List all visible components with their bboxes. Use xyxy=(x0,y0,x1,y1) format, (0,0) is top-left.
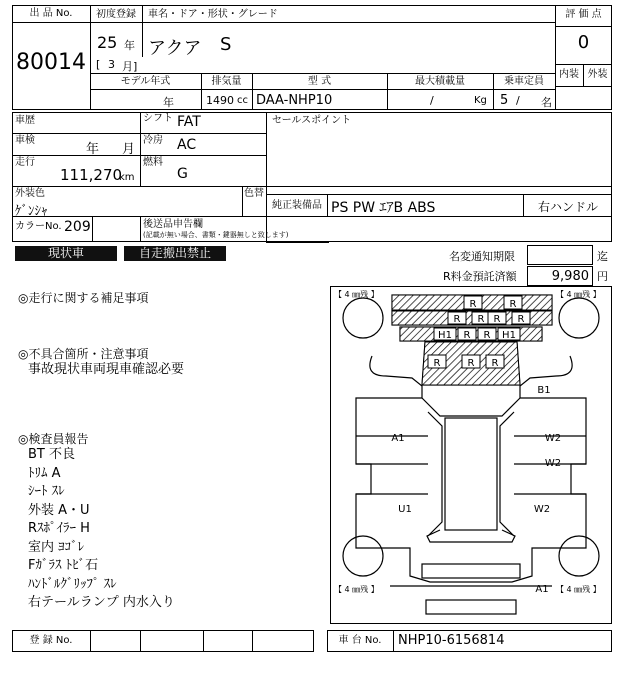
model-year-unit: 年 xyxy=(163,96,174,109)
damage-mark: R xyxy=(433,358,441,369)
damage-mark: R xyxy=(469,299,477,310)
displacement-label: 排気量 xyxy=(211,76,242,87)
tire-rear-right-icon xyxy=(559,536,599,576)
capacity-label: 乗車定員 xyxy=(504,76,544,87)
inspection-label: 車検 xyxy=(15,135,35,146)
divider xyxy=(266,216,612,217)
driving-notes-title: ◎走行に関する補足事項 xyxy=(18,291,149,305)
divider xyxy=(90,630,91,652)
capacity-value: 5 xyxy=(500,93,509,108)
inspector-item: 室内 ﾖｺﾞﾚ xyxy=(28,539,85,555)
inspection-year-unit: 年 xyxy=(86,142,100,157)
reg-year: 25 xyxy=(97,33,118,52)
divider xyxy=(203,630,204,652)
name-change-label: 名変通知期限 xyxy=(449,250,515,263)
first-reg-label: 初度登録 xyxy=(96,9,136,20)
divider xyxy=(142,5,143,57)
divider xyxy=(555,26,612,27)
damage-mark: R xyxy=(453,314,461,325)
divider xyxy=(90,22,555,23)
damage-mark: A1 xyxy=(535,584,549,595)
damage-mark: R xyxy=(491,358,499,369)
sales-point-label: セールスポイント xyxy=(272,115,352,126)
divider xyxy=(266,112,267,242)
divider xyxy=(242,186,243,216)
inspector-item: Fｶﾞﾗｽ ﾄﾋﾞ石 xyxy=(28,558,99,573)
shift-label: シフト xyxy=(143,113,173,124)
ac-label: 冷房 xyxy=(143,135,163,146)
aftermarket-note: (記載が無い場合、書類・鍵器無しと致します) xyxy=(143,231,289,239)
aftermarket-label: 後送品申告欄 xyxy=(143,219,203,230)
defect-notes-title: ◎不具合箇所・注意事項 xyxy=(18,347,149,361)
equipment-label: 純正装備品 xyxy=(272,200,322,211)
color-no-value: 209 xyxy=(64,219,91,235)
exterior-color-label: 外装色 xyxy=(15,188,45,199)
score-label: 評 価 点 xyxy=(565,9,602,20)
tire-rear-left-icon xyxy=(343,536,383,576)
tire-front-left-icon xyxy=(343,298,383,338)
displacement-unit: cc xyxy=(237,95,248,106)
shift-value: FAT xyxy=(177,114,201,130)
divider xyxy=(12,133,266,134)
damage-mark: R xyxy=(517,314,525,325)
fuel-value: G xyxy=(177,166,188,182)
tire-depth-label: 【 4 ㎜残 】 xyxy=(556,585,601,594)
divider xyxy=(140,112,141,186)
exterior-label: 外装 xyxy=(587,69,608,80)
history-label: 車歴 xyxy=(15,115,35,126)
mileage-value: 111,270 xyxy=(60,166,123,184)
recycle-amount: 9,980 xyxy=(551,269,589,284)
type-value: DAA-NHP10 xyxy=(256,93,333,108)
name-change-box xyxy=(527,245,593,265)
damage-mark: U1 xyxy=(398,504,412,515)
capacity-unit: 名 xyxy=(541,96,552,109)
lot-number: 80014 xyxy=(16,50,86,75)
damage-mark: R xyxy=(483,330,491,341)
divider xyxy=(92,216,93,242)
mileage-unit: km xyxy=(119,172,135,183)
chassis-number: NHP10-6156814 xyxy=(398,633,505,648)
damage-mark: R xyxy=(493,314,501,325)
max-load-sep: / xyxy=(430,94,434,107)
tire-depth-label: 【 4 ㎜残 】 xyxy=(556,290,601,299)
name-change-unit: 迄 xyxy=(597,250,608,263)
recycle-label: R料金預託済額 xyxy=(443,270,517,283)
divider xyxy=(90,89,555,90)
divider xyxy=(252,630,253,652)
tire-front-right-icon xyxy=(559,298,599,338)
inspector-item: ﾄﾘﾑ A xyxy=(28,465,61,481)
divider xyxy=(266,242,329,243)
equipment-value: PS PW ｴｱB ABS xyxy=(331,200,436,216)
ac-value: AC xyxy=(177,137,197,153)
type-label: 型 式 xyxy=(307,76,332,87)
reg-month: 3 xyxy=(108,58,115,71)
capacity-sep: / xyxy=(516,94,520,107)
recycle-unit: 円 xyxy=(597,270,608,283)
divider xyxy=(12,186,612,187)
damage-mark: H1 xyxy=(438,330,452,341)
divider xyxy=(555,86,612,87)
reg-year-unit: 年 xyxy=(124,39,135,52)
car-damage-diagram xyxy=(330,286,612,624)
divider xyxy=(12,155,266,156)
mileage-label: 走行 xyxy=(15,157,35,168)
displacement-value: 1490 xyxy=(206,94,234,107)
max-load-label: 最大積載量 xyxy=(415,76,465,87)
damage-mark: W2 xyxy=(544,433,562,444)
divider xyxy=(12,216,266,217)
damage-mark: R xyxy=(477,314,485,325)
lot-label: 出 品 No. xyxy=(29,8,73,19)
divider xyxy=(266,194,612,195)
inspector-item: ﾊﾝﾄﾞﾙｸﾞﾘｯﾌﾟ ｽﾚ xyxy=(28,576,117,592)
damage-mark: A1 xyxy=(391,433,405,444)
defect-notes-text: 事故現状車両現車確認必要 xyxy=(28,362,185,377)
damage-mark: H1 xyxy=(502,330,516,341)
divider xyxy=(12,22,90,23)
no-self-drive-badge: 自走搬出禁止 xyxy=(124,246,226,261)
max-load-unit: Kg xyxy=(474,95,487,106)
car-grade: S xyxy=(220,34,232,55)
car-name: アクア xyxy=(148,38,202,59)
current-car-badge: 現状車 xyxy=(15,246,117,261)
color-no-label: カラーNo. xyxy=(15,221,62,232)
tire-depth-label: 【 4 ㎜残 】 xyxy=(334,585,379,594)
damage-mark: W2 xyxy=(533,504,551,515)
reg-no-label: 登 録 No. xyxy=(29,635,73,646)
divider xyxy=(140,630,141,652)
steering-value: 右ハンドル xyxy=(537,200,598,214)
fuel-label: 燃料 xyxy=(143,157,163,168)
damage-mark: R xyxy=(463,330,471,341)
inspector-item: 外装 A・U xyxy=(28,502,90,518)
exterior-color-value: ｹﾞﾝｼｬ xyxy=(15,204,48,219)
inspector-report-list xyxy=(28,447,175,614)
divider xyxy=(90,73,555,74)
chassis-label: 車 台 No. xyxy=(338,635,382,646)
score-value: 0 xyxy=(577,32,590,53)
damage-mark: R xyxy=(509,299,517,310)
model-year-label: モデル年式 xyxy=(120,76,171,87)
divider xyxy=(140,216,141,242)
divider xyxy=(393,630,394,652)
damage-mark: R xyxy=(467,358,475,369)
inspector-item: ｼｰﾄ ｽﾚ xyxy=(28,484,65,499)
damage-mark: W2 xyxy=(544,458,562,469)
color-change-label: 色替 xyxy=(244,188,264,199)
damage-mark: B1 xyxy=(537,385,551,396)
tire-depth-label: 【 4 ㎜残 】 xyxy=(334,290,379,299)
interior-label: 内装 xyxy=(559,69,579,80)
divider xyxy=(327,194,328,216)
inspection-month-unit: 月 xyxy=(122,142,136,157)
car-name-label: 車名・ドア・形状・グレード xyxy=(148,9,278,20)
inspector-report-title: ◎検査員報告 xyxy=(18,432,89,446)
inspector-item: Rｽﾎﾟｲﾗｰ H xyxy=(28,521,90,536)
inspector-item: 右テールランプ 内水入り xyxy=(28,595,175,610)
inspector-item: BT 不良 xyxy=(28,447,75,462)
reg-month-open: [ xyxy=(96,58,101,71)
reg-month-unit: 月] xyxy=(122,60,138,73)
